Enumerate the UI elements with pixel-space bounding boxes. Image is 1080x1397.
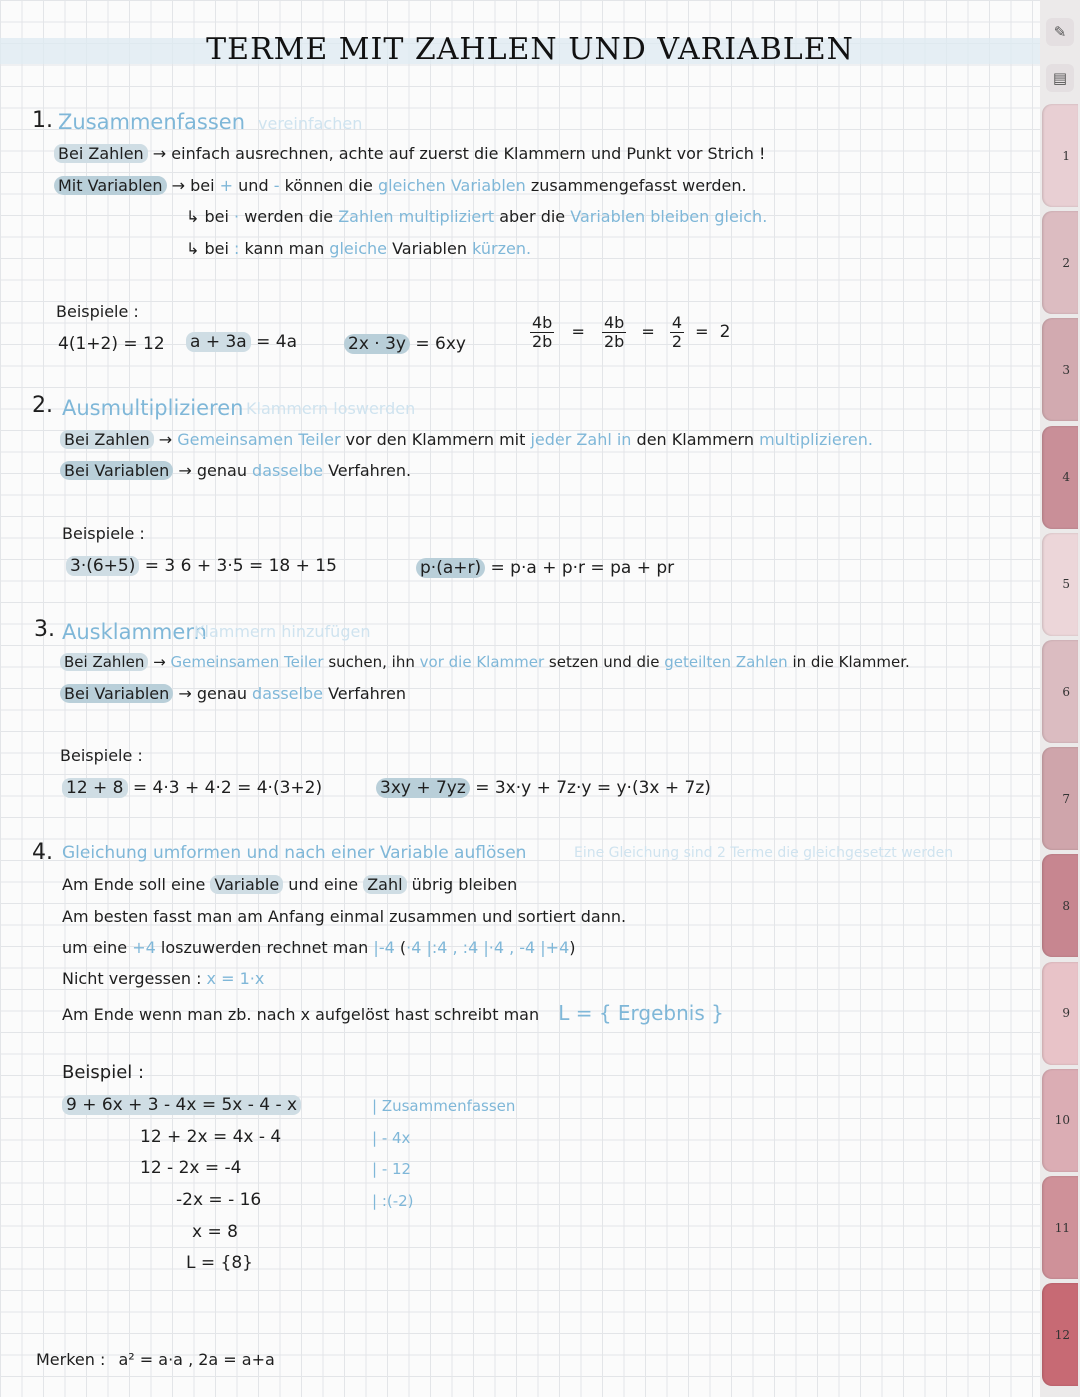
highlighted-term: 3·(6+5) [66,556,139,576]
section-4-number: 4. [32,840,53,865]
section-4-subheading: Eine Gleichung sind 2 Terme die gleichgesetzt werden [574,845,954,861]
s2-text: den Klammern [636,430,754,449]
result: = p·a + p·r = pa + pr [490,558,675,578]
minus-sign: - [273,176,280,195]
tab-2[interactable]: 2 [1042,211,1078,314]
fraction [670,314,684,351]
s2-keyword: multiplizieren. [759,430,873,449]
s4-row-2-op: | - 4x [372,1129,411,1147]
s1-text: können die [284,176,373,195]
s4-row-3-op: | - 12 [372,1160,412,1178]
s1-line-1 [54,144,765,163]
s1-line-2 [54,176,747,195]
s4-text: um eine [62,938,128,957]
s1-keyword: kürzen. [472,239,532,258]
s3-keyword: vor die Klammer [419,653,545,671]
result: = 6xy [415,334,466,354]
s4-row-1 [62,1095,301,1115]
tab-8[interactable]: 8 [1042,854,1078,957]
s2-line-1 [60,430,873,449]
s1-text: werden die [244,207,334,226]
s1-example-1: 4(1+2) = 12 [58,334,165,354]
s1-example-3 [344,334,466,354]
s3-example-1 [62,778,322,798]
section-3-number: 3. [34,617,55,642]
tab-3[interactable]: 3 [1042,318,1078,421]
tab-10[interactable]: 10 [1042,1069,1078,1172]
result: = 4·3 + 4·2 = 4·(3+2) [132,778,323,798]
s2-text: Verfahren. [328,461,412,480]
s4-text: Am Ende wenn man zb. nach x aufgelöst hast schreibt man [62,1005,540,1024]
variable-label: Variable [210,875,283,894]
divide-sign: : [234,239,240,258]
s4-line-5 [62,1001,724,1025]
s1-numbers-text: → einfach ausrechnen, achte auf zuerst die Klammern und Punkt vor Strich ! [152,144,766,163]
tab-9[interactable]: 9 [1042,962,1078,1065]
s1-example-4-fraction [530,314,730,351]
s4-text: Nicht vergessen : [62,969,202,988]
s4-text: Am Ende soll eine [62,875,206,894]
s1-numbers-label: Bei Zahlen [54,144,148,163]
s4-row-1-op: | Zusammenfassen [372,1097,516,1115]
s4-text: übrig bleiben [411,875,518,894]
s4-keyword: |-4 [373,938,395,957]
s4-line-2: Am besten fasst man am Anfang einmal zusammen und sortiert dann. [62,907,627,926]
s1-text: zusammengefasst werden. [530,176,747,195]
plus-sign: + [219,176,234,195]
section-1-number: 1. [32,108,53,133]
s4-text: loszuwerden rechnet man [160,938,369,957]
highlighted-term: 2x · 3y [344,334,410,354]
s4-row-2: 12 + 2x = 4x - 4 [140,1127,282,1147]
s4-keyword: +4 [132,938,156,957]
s4-line-1 [62,875,517,894]
s4-keyword: ·4 |:4 , :4 |·4 , -4 |+4 [406,938,570,957]
s3-text: → [153,653,166,671]
s4-text: ) [569,938,576,957]
numerator: 4b [603,313,625,332]
result: = 3x·y + 7z·y = y·(3x + 7z) [475,778,711,798]
s2-variables-label: Bei Variablen [60,461,173,480]
numerator: 4b [532,313,553,332]
s1-text: kann man [244,239,325,258]
s3-line-1 [60,653,910,671]
merken-label: Merken : [36,1350,106,1369]
section-1-heading: Zusammenfassen [58,110,246,134]
s4-text: ( [399,938,407,957]
s2-keyword: dasselbe [252,461,323,480]
numerator: 4 [671,313,683,332]
s1-examples-label: Beispiele : [56,302,139,321]
tab-6[interactable]: 6 [1042,640,1078,743]
s3-text: setzen und die [548,653,660,671]
s3-keyword: Gemeinsamen Teiler [170,653,324,671]
section-2-heading: Ausmultiplizieren [62,396,244,420]
s3-keyword: geteilten Zahlen [664,653,788,671]
s4-keyword: x = 1·x [206,969,265,988]
s2-examples-label: Beispiele : [62,524,145,543]
s4-line-4 [62,969,264,988]
s2-text: → [158,430,173,449]
highlighted-term: p·(a+r) [416,558,485,578]
s3-examples-label: Beispiele : [60,746,143,765]
s4-example-label: Beispiel : [62,1062,145,1083]
tab-4[interactable]: 4 [1042,426,1078,529]
section-3-subheading: Klammern hinzufügen [194,622,371,641]
s1-variables-label: Mit Variablen [54,176,167,195]
s4-row-4-op: | :(-2) [372,1192,414,1210]
denominator: 2b [603,332,625,351]
s2-example-1 [66,556,337,576]
section-2-subheading: Klammern loswerden [246,399,416,418]
s4-row-3: 12 - 2x = -4 [140,1158,242,1178]
s2-example-2 [416,558,674,578]
tab-1[interactable]: 1 [1042,104,1078,207]
merken-line [36,1350,275,1369]
s1-text: ↳ bei [186,207,229,226]
fraction [530,314,554,351]
highlighted-term: 3xy + 7yz [376,778,470,798]
dot-sign: · [234,207,240,226]
section-2-number: 2. [32,393,53,418]
s3-text: in die Klammer. [792,653,910,671]
s1-keyword: Variablen bleiben gleich. [570,207,768,226]
s4-text: und eine [288,875,359,894]
s3-text: suchen, ihn [328,653,415,671]
highlighted-term: a + 3a [186,332,251,352]
fraction [602,314,626,351]
note-icon[interactable]: ▤ [1046,64,1074,92]
s2-line-2 [60,461,411,480]
s2-keyword: Gemeinsamen Teiler [177,430,341,449]
s1-text: und [238,176,269,195]
number-label: Zahl [363,875,406,894]
s4-row-6: L = {8} [186,1253,253,1273]
merken-text: a² = a·a , 2a = a+a [118,1350,275,1369]
equals-sign: = [641,322,655,341]
s3-text: → genau [178,684,247,703]
tab-7[interactable]: 7 [1042,747,1078,850]
s1-text: aber die [499,207,566,226]
solution-set-notation: L = { Ergebnis } [558,1001,724,1025]
s4-line-3 [62,938,576,957]
section-4-heading: Gleichung umformen und nach einer Variable auflösen [62,843,527,863]
s3-example-2 [376,778,711,798]
tab-5[interactable]: 5 [1042,533,1078,636]
s3-variables-label: Bei Variablen [60,684,173,703]
equals-sign: = [695,322,709,341]
s2-numbers-label: Bei Zahlen [60,430,154,449]
s4-row-4: -2x = - 16 [176,1190,262,1210]
s1-text: → bei [171,176,215,195]
section-1-subheading: vereinfachen [258,114,363,133]
page-title: TERME MIT ZAHLEN UND VARIABLEN [206,32,854,67]
s2-text: vor den Klammern mit [345,430,526,449]
pen-icon[interactable]: ✎ [1046,18,1074,46]
s1-keyword: Zahlen multipliziert [338,207,495,226]
s3-text: Verfahren [328,684,406,703]
s2-keyword: jeder Zahl in [530,430,632,449]
section-3-heading: Ausklammern [62,620,207,644]
s1-text: ↳ bei [186,239,229,258]
result: = 3 6 + 3·5 = 18 + 15 [144,556,337,576]
equals-sign: = [571,322,585,341]
s3-line-2 [60,684,406,703]
equation: 9 + 6x + 3 - 4x = 5x - 4 - x [62,1095,301,1115]
s1-line-4 [186,239,531,258]
denominator: 2 [671,332,683,351]
s1-text: Variablen [392,239,467,258]
tab-11[interactable]: 11 [1042,1176,1078,1279]
s4-row-5: x = 8 [192,1222,238,1242]
s1-example-2 [186,332,297,352]
s3-keyword: dasselbe [252,684,323,703]
tab-12[interactable]: 12 [1042,1283,1078,1386]
s2-text: → genau [178,461,247,480]
result: 2 [719,322,731,342]
result: = 4a [256,332,297,352]
s1-line-3 [186,207,767,226]
denominator: 2b [532,332,553,351]
s1-keyword: gleichen Variablen [377,176,526,195]
s3-numbers-label: Bei Zahlen [60,653,148,671]
s1-keyword: gleiche [329,239,387,258]
highlighted-term: 12 + 8 [62,778,128,798]
